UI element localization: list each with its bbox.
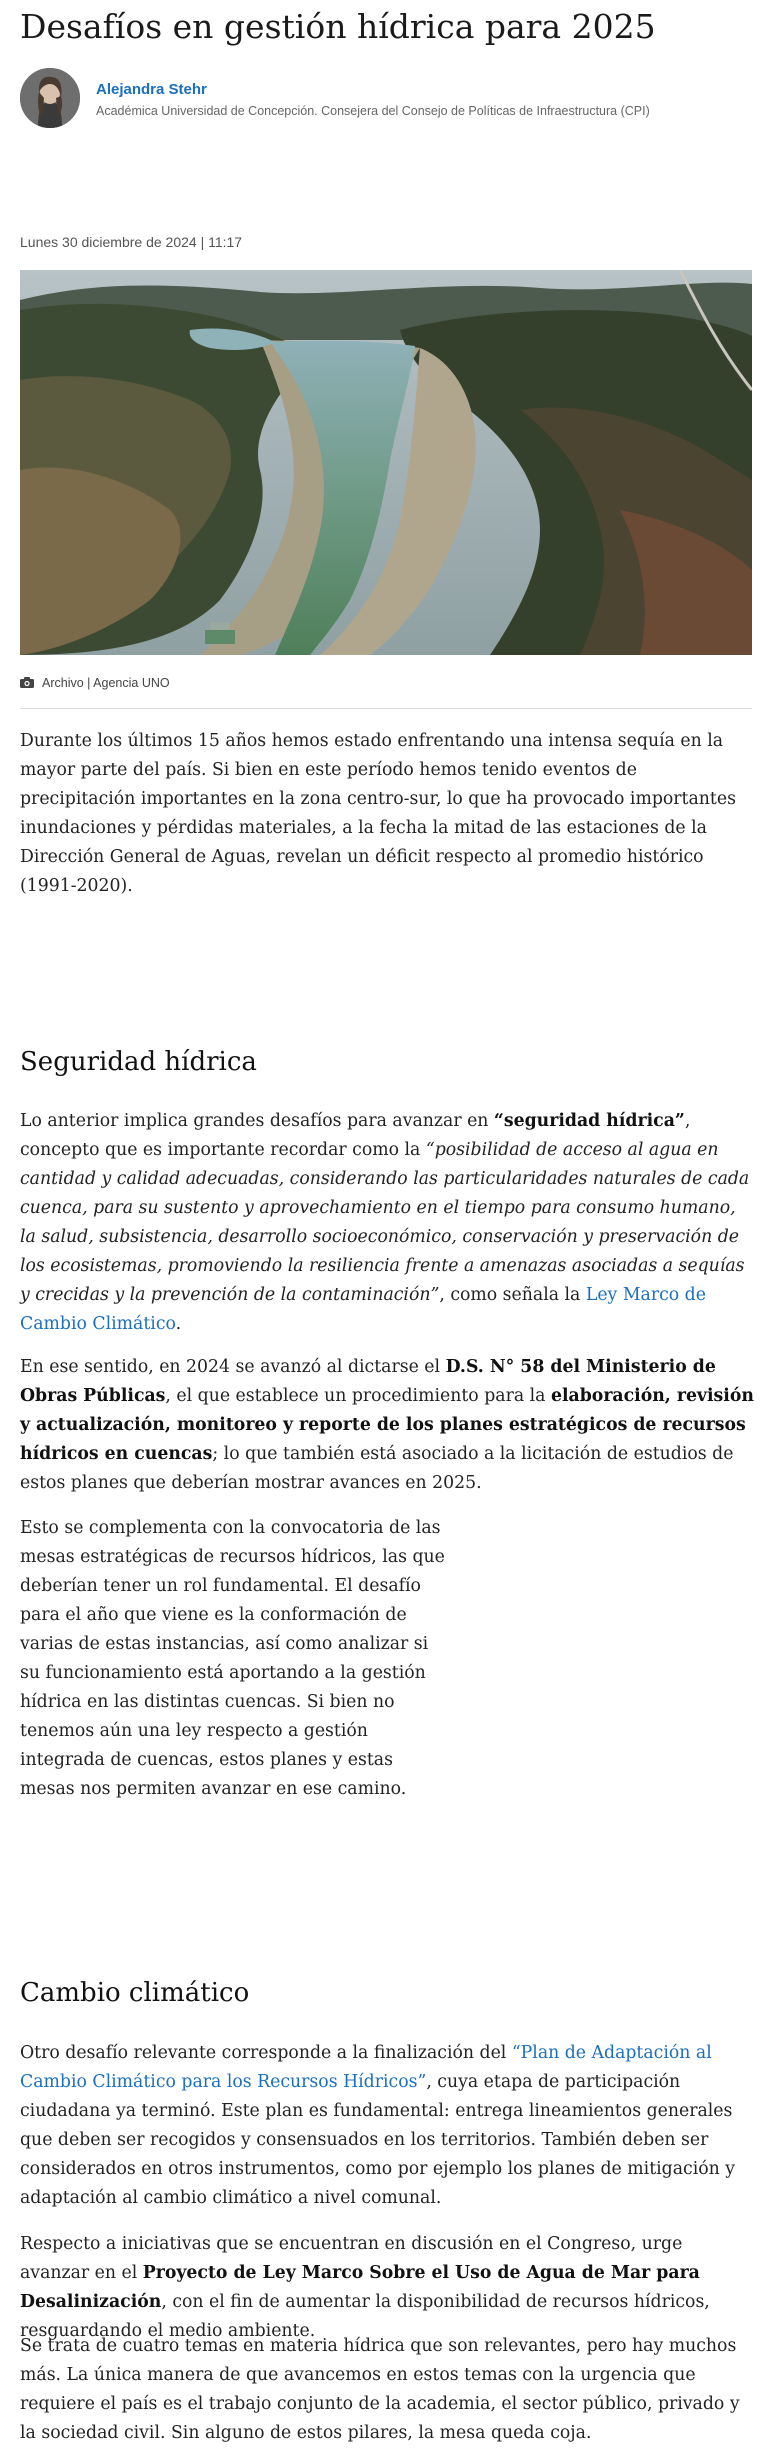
divider: [20, 708, 752, 709]
cambio-paragraph-1: Otro desafío relevante corresponde a la finalización del “Plan de Adaptación al Cambio Climático para los Recursos Hídricos”, cuya etapa de participación ciudadana ya terminó. Este plan es fundamental: entrega lineamientos generales que deben ser recogidos y consensuados en los territorios. También deben ser considerados en otros instrumentos, como por ejemplo los planes de mitigación y adaptación al cambio climático a nivel comunal.: [20, 2043, 736, 2208]
camera-icon: [20, 674, 34, 694]
author-name-link[interactable]: Alejandra Stehr: [96, 81, 207, 98]
reservoir-photo: [20, 270, 752, 655]
photo-caption-text: Archivo | Agencia UNO: [42, 676, 170, 690]
article-title: Desafíos en gestión hídrica para 2025: [20, 7, 656, 46]
author-photo-icon: [20, 68, 80, 128]
avatar[interactable]: [20, 68, 80, 128]
seguridad-paragraph-2: En ese sentido, en 2024 se avanzó al dictarse el D.S. N° 58 del Ministerio de Obras Públicas, el que establece un procedimiento para la elaboración, revisión y actualización, monitoreo y reporte de los planes estratégicos de recursos hídricos en cuencas; lo que también está asociado a la licitación de estudios de estos planes que deberían mostrar avances en 2025.: [20, 1357, 754, 1493]
intro-paragraph: Durante los últimos 15 años hemos estado enfrentando una intensa sequía en la mayor parte del país. Si bien en este período hemos tenido eventos de precipitación importantes en la zona centro-sur, lo que ha provocado importantes inundaciones y pérdidas materiales, a la fecha la mitad de las estaciones de la Dirección General de Aguas, revelan un déficit respecto al promedio histórico (1991-2020).: [20, 731, 736, 896]
section-heading-cambio: Cambio climático: [20, 1978, 250, 2008]
section-heading-seguridad: Seguridad hídrica: [20, 1047, 257, 1077]
plan-adaptacion-link[interactable]: “Plan de Adaptación al Cambio Climático para los Recursos Hídricos”: [20, 2043, 712, 2092]
seguridad-paragraph-1: Lo anterior implica grandes desafíos para avanzar en “seguridad hídrica”, concepto que es importante recordar como la “posibilidad de acceso al agua en cantidad y calidad adecuadas, considerando las particularidades naturales de cada cuenca, para su sustento y aprovechamiento en el tiempo para consumo humano, la salud, subsistencia, desarrollo socioeconómico, conservación y preservación de los ecosistemas, promoviendo la resiliencia frente a amenazas asociadas a sequías y crecidas y la prevención de la contaminación”, como señala la Ley Marco de Cambio Climático.: [20, 1111, 750, 1334]
seguridad-paragraph-3: Esto se complementa con la convocatoria de las mesas estratégicas de recursos hídricos, las que deberían tener un rol fundamental. El desafío para el año que viene es la conformación de varias de estas instancias, así como analizar si su funcionamiento está aportando a la gestión hídrica en las distintas cuencas. Si bien no tenemos aún una ley respecto a gestión integrada de cuencas, estos planes y estas mesas nos permiten avanzar en ese camino.: [20, 1518, 445, 1799]
photo-caption: [20, 673, 170, 693]
article-photo[interactable]: [20, 270, 752, 655]
publish-date: Lunes 30 diciembre de 2024 | 11:17: [20, 234, 243, 250]
author-role: Académica Universidad de Concepción. Consejera del Consejo de Políticas de Infraestructura (CPI): [96, 104, 650, 118]
ley-marco-link[interactable]: Ley Marco de Cambio Climático: [20, 1285, 706, 1334]
cambio-paragraph-2: Respecto a iniciativas que se encuentran en discusión en el Congreso, urge avanzar en el Proyecto de Ley Marco Sobre el Uso de Agua de Mar para Desalinización, con el fin de aumentar la disponibilidad de recursos hídricos, resguardando el medio ambiente.: [20, 2234, 710, 2341]
author-block: [20, 68, 750, 132]
cambio-paragraph-3: Se trata de cuatro temas en materia hídrica que son relevantes, pero hay muchos más. La única manera de que avancemos en estos temas con la urgencia que requiere el país es el trabajo conjunto de la academia, el sector público, privado y la sociedad civil. Sin alguno de estos pilares, la mesa queda coja.: [20, 2336, 740, 2443]
